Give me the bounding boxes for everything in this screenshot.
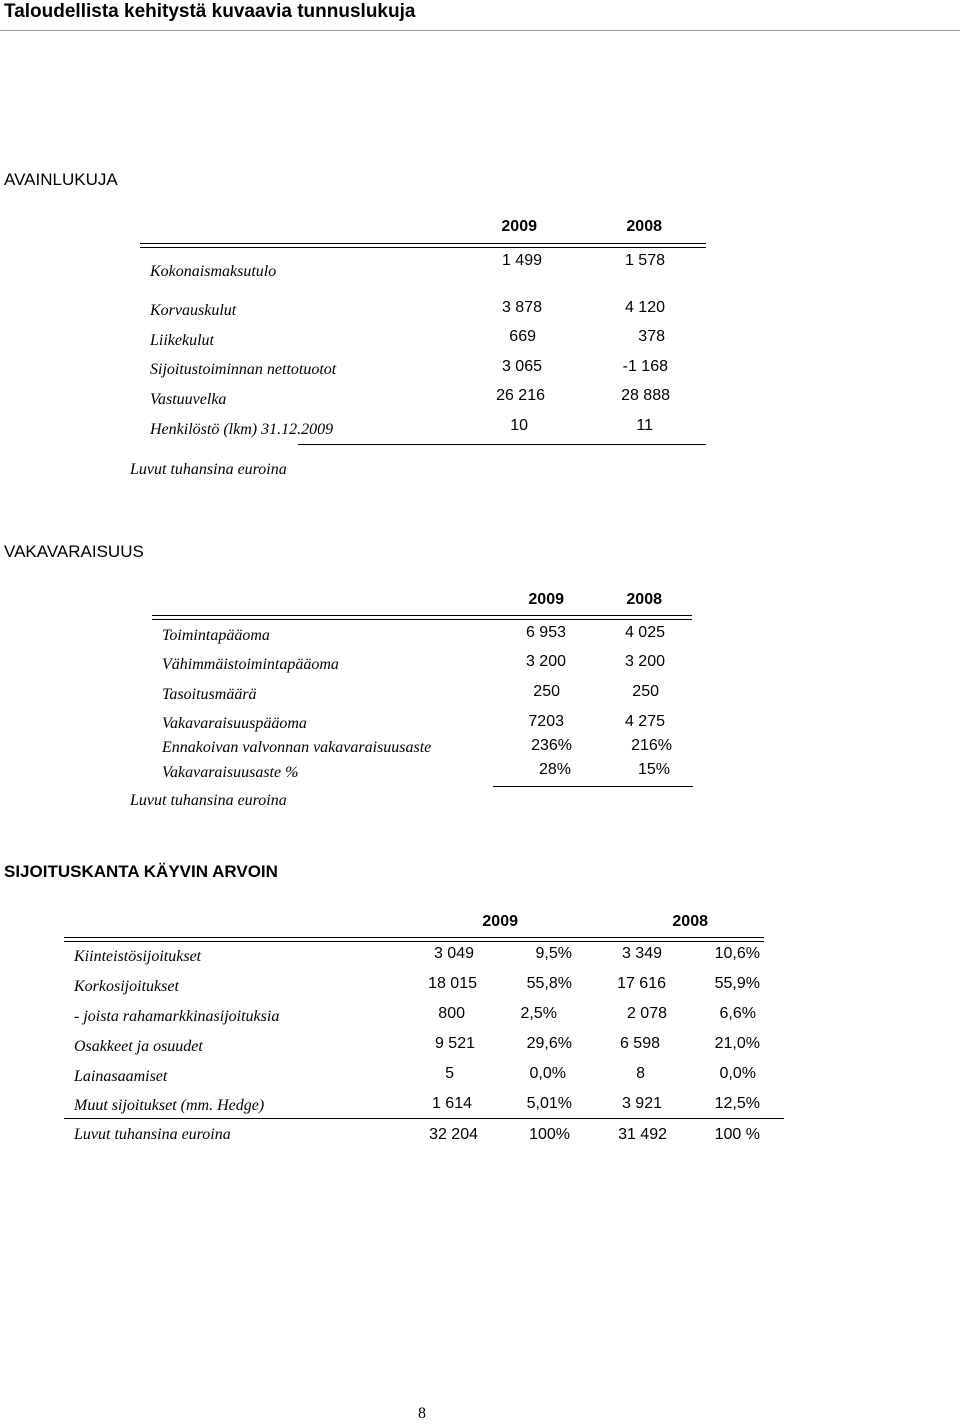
sijoituskanta-row-share-2009: 55,8% xyxy=(526,975,572,992)
sijoituskanta-row-share-2009: 29,6% xyxy=(526,1035,572,1052)
sijoituskanta-heading: SIJOITUSKANTA KÄYVIN ARVOIN xyxy=(4,862,278,881)
vakavaraisuus-row-2009: 6 953 xyxy=(525,624,566,641)
vakavaraisuus-row-2009: 3 200 xyxy=(525,653,566,670)
vakavaraisuus-row-2008: 250 xyxy=(632,683,659,700)
vakavaraisuus-row-2008: 216% xyxy=(631,737,672,754)
avainluvut-year-2008: 2008 xyxy=(626,218,662,235)
avainluvut-heading: AVAINLUKUJA xyxy=(4,170,118,189)
sijoituskanta-total-rule xyxy=(64,1118,784,1119)
sijoituskanta-row-amount-2009: 1 614 xyxy=(431,1095,472,1112)
page-number: 8 xyxy=(418,1405,426,1422)
sijoituskanta-row-label: Osakkeet ja osuudet xyxy=(74,1038,203,1055)
vakavaraisuus-row-2008: 4 275 xyxy=(624,713,665,730)
avainluvut-row-label: Kokonaismaksutulo xyxy=(150,263,277,280)
vakavaraisuus-row-2009: 236% xyxy=(531,737,572,754)
sijoituskanta-row-amount-2008: 8 xyxy=(636,1065,645,1082)
sijoituskanta-row-label: Kiinteistösijoitukset xyxy=(74,948,202,965)
sijoituskanta-row-label: Korkosijoitukset xyxy=(74,978,179,995)
sijoituskanta-row-share-2008: 6,6% xyxy=(719,1005,756,1022)
sijoituskanta-total-share-2008: 100 % xyxy=(714,1126,760,1143)
vakavaraisuus-bottom-rule xyxy=(493,786,693,787)
sijoituskanta-row-share-2008: 12,5% xyxy=(714,1095,760,1112)
sijoituskanta-row-share-2008: 10,6% xyxy=(714,945,760,962)
sijoituskanta-row-share-2008: 0,0% xyxy=(719,1065,756,1082)
avainluvut-bottom-rule xyxy=(298,444,706,445)
sijoituskanta-row-label: - joista rahamarkkinasijoituksia xyxy=(74,1008,280,1025)
sijoituskanta-row-share-2009: 0,0% xyxy=(529,1065,566,1082)
sijoituskanta-row-amount-2008: 17 616 xyxy=(617,975,666,992)
avainluvut-row-2009: 26 216 xyxy=(496,387,545,404)
sijoituskanta-row-label: Lainasaamiset xyxy=(74,1068,168,1085)
avainluvut-row-2008: 378 xyxy=(638,328,665,345)
avainluvut-row-label: Korvauskulut xyxy=(150,302,237,319)
sijoituskanta-row-amount-2008: 6 598 xyxy=(619,1035,660,1052)
vakavaraisuus-row-2009: 7203 xyxy=(528,713,564,730)
avainluvut-row-2009: 3 878 xyxy=(501,299,542,316)
avainluvut-row-label: Vastuuvelka xyxy=(150,391,227,408)
sijoituskanta-row-amount-2009: 9 521 xyxy=(434,1035,475,1052)
sijoituskanta-row-amount-2008: 3 349 xyxy=(621,945,662,962)
avainluvut-row-2008: 4 120 xyxy=(624,299,665,316)
avainluvut-row-2008: 1 578 xyxy=(624,252,665,269)
sijoituskanta-row-share-2009: 9,5% xyxy=(535,945,572,962)
vakavaraisuus-year-2008: 2008 xyxy=(626,591,662,608)
sijoituskanta-footnote: Luvut tuhansina euroina xyxy=(74,1126,231,1143)
sijoituskanta-row-amount-2009: 18 015 xyxy=(428,975,477,992)
vakavaraisuus-year-2009: 2009 xyxy=(528,591,564,608)
sijoituskanta-total-share-2009: 100% xyxy=(529,1126,570,1143)
vakavaraisuus-row-label: Tasoitusmäärä xyxy=(162,686,257,703)
sijoituskanta-row-amount-2008: 2 078 xyxy=(626,1005,667,1022)
sijoituskanta-total-amount-2008: 31 492 xyxy=(618,1126,667,1143)
sijoituskanta-row-share-2009: 5,01% xyxy=(526,1095,572,1112)
avainluvut-header-rule xyxy=(140,243,706,248)
sijoituskanta-year-2008: 2008 xyxy=(672,913,708,930)
avainluvut-row-2009: 10 xyxy=(510,417,528,434)
sijoituskanta-row-share-2008: 55,9% xyxy=(714,975,760,992)
avainluvut-row-label: Liikekulut xyxy=(150,332,214,349)
vakavaraisuus-row-label: Vähimmäistoimintapääoma xyxy=(162,656,339,673)
vakavaraisuus-row-label: Ennakoivan valvonnan vakavaraisuusaste xyxy=(162,739,432,756)
avainluvut-row-2009: 1 499 xyxy=(501,252,542,269)
vakavaraisuus-row-2008: 3 200 xyxy=(624,653,665,670)
sijoituskanta-total-amount-2009: 32 204 xyxy=(429,1126,478,1143)
vakavaraisuus-row-label: Vakavaraisuuspääoma xyxy=(162,715,307,732)
avainluvut-row-label: Henkilöstö (lkm) 31.12.2009 xyxy=(150,421,334,438)
avainluvut-footnote: Luvut tuhansina euroina xyxy=(130,461,287,478)
sijoituskanta-row-share-2008: 21,0% xyxy=(714,1035,760,1052)
sijoituskanta-row-amount-2009: 3 049 xyxy=(433,945,474,962)
vakavaraisuus-row-label: Vakavaraisuusaste % xyxy=(162,764,299,781)
vakavaraisuus-header-rule xyxy=(152,615,692,620)
avainluvut-row-label: Sijoitustoiminnan nettotuotot xyxy=(150,361,337,378)
avainluvut-row-2008: -1 168 xyxy=(622,358,668,375)
vakavaraisuus-row-2009: 250 xyxy=(533,683,560,700)
sijoituskanta-year-2009: 2009 xyxy=(482,913,518,930)
sijoituskanta-row-amount-2009: 800 xyxy=(438,1005,465,1022)
sijoituskanta-row-share-2009: 2,5% xyxy=(520,1005,557,1022)
avainluvut-row-2008: 28 888 xyxy=(621,387,670,404)
title-rule xyxy=(0,30,960,31)
vakavaraisuus-heading: VAKAVARAISUUS xyxy=(4,542,144,561)
avainluvut-row-2009: 3 065 xyxy=(501,358,542,375)
sijoituskanta-row-amount-2009: 5 xyxy=(445,1065,454,1082)
vakavaraisuus-row-label: Toimintapääoma xyxy=(162,627,270,644)
avainluvut-row-2008: 11 xyxy=(636,417,653,434)
vakavaraisuus-row-2009: 28% xyxy=(538,761,571,778)
vakavaraisuus-row-2008: 4 025 xyxy=(624,624,665,641)
page-title: Taloudellista kehitystä kuvaavia tunnuslukuja xyxy=(4,1,416,22)
sijoituskanta-row-amount-2008: 3 921 xyxy=(621,1095,662,1112)
avainluvut-row-2009: 669 xyxy=(509,328,536,345)
sijoituskanta-row-label: Muut sijoitukset (mm. Hedge) xyxy=(74,1097,265,1114)
vakavaraisuus-footnote: Luvut tuhansina euroina xyxy=(130,792,287,809)
sijoituskanta-header-rule xyxy=(64,937,764,942)
avainluvut-year-2009: 2009 xyxy=(501,218,537,235)
vakavaraisuus-row-2008: 15% xyxy=(637,761,670,778)
